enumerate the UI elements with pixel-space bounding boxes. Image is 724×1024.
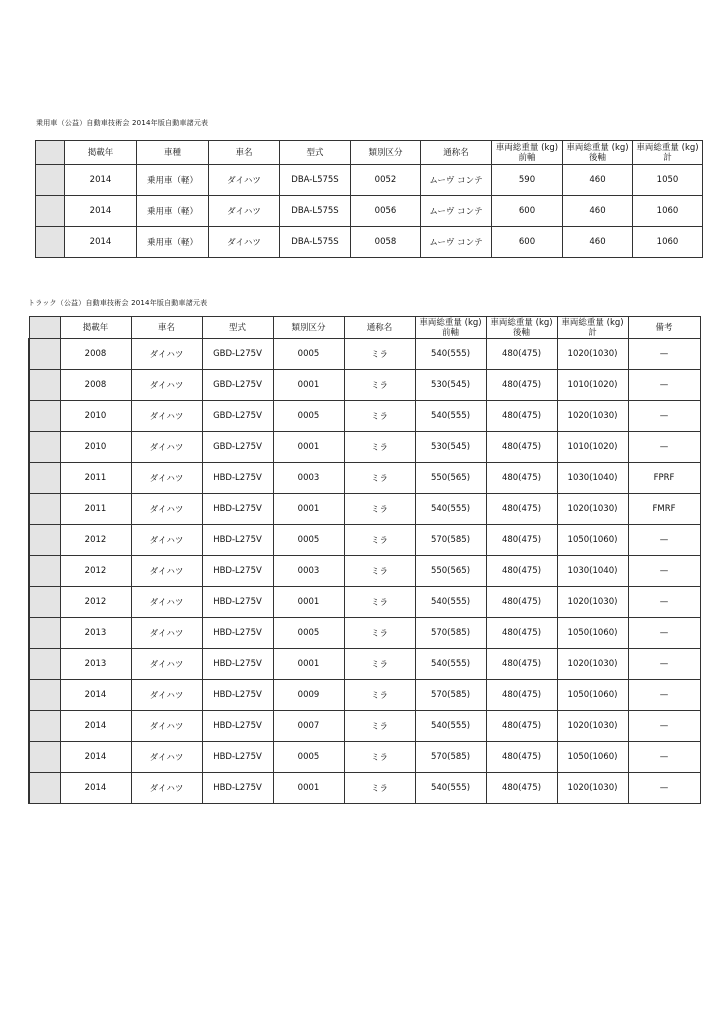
table-cell: GBD-L275V [202, 370, 273, 401]
row-marker [29, 525, 60, 556]
row-marker [29, 339, 60, 370]
table-cell: — [628, 587, 700, 618]
table-cell: 1030(1040) [557, 463, 628, 494]
table-cell: 480(475) [486, 742, 557, 773]
table-cell: 550(565) [415, 463, 486, 494]
table-cell: 480(475) [486, 401, 557, 432]
table-cell: 530(545) [415, 432, 486, 463]
table-cell: 460 [563, 196, 633, 227]
table-cell: 1010(1020) [557, 370, 628, 401]
row-marker [29, 773, 60, 804]
table-cell: ダイハツ [131, 370, 202, 401]
column-header: 車両総重量 (kg)前軸 [492, 141, 563, 165]
table-cell: 1050(1060) [557, 618, 628, 649]
table-cell: 1020(1030) [557, 339, 628, 370]
table-cell: ダイハツ [131, 401, 202, 432]
table-cell: ダイハツ [209, 165, 280, 196]
table-cell: 1020(1030) [557, 494, 628, 525]
column-header: 通称名 [421, 141, 492, 165]
table-cell: ダイハツ [131, 711, 202, 742]
table-cell: 530(545) [415, 370, 486, 401]
passenger-spec-table [35, 140, 703, 258]
row-marker [29, 649, 60, 680]
table-cell: DBA-L575S [280, 165, 351, 196]
table-cell: 460 [563, 165, 633, 196]
table-cell: 480(475) [486, 773, 557, 804]
table-cell: 480(475) [486, 711, 557, 742]
table-cell: ミラ [344, 556, 415, 587]
table-cell: 0007 [273, 711, 344, 742]
table-cell: 0005 [273, 525, 344, 556]
table-cell: 0005 [273, 618, 344, 649]
table-cell: 480(475) [486, 339, 557, 370]
row-marker [29, 680, 60, 711]
table-row [29, 494, 700, 525]
table-cell: ミラ [344, 432, 415, 463]
table-cell: — [628, 401, 700, 432]
table-cell: 590 [492, 165, 563, 196]
table-cell: ミラ [344, 525, 415, 556]
row-marker [29, 711, 60, 742]
table-cell: HBD-L275V [202, 649, 273, 680]
table-cell: 0001 [273, 773, 344, 804]
table-cell: HBD-L275V [202, 463, 273, 494]
table-cell: 2011 [60, 494, 131, 525]
table-cell: GBD-L275V [202, 432, 273, 463]
table-cell: ダイハツ [131, 618, 202, 649]
table-cell: FMRF [628, 494, 700, 525]
table-cell: ダイハツ [131, 494, 202, 525]
row-marker [36, 227, 65, 258]
table-row [36, 227, 703, 258]
table-cell: ダイハツ [131, 587, 202, 618]
table-cell: 540(555) [415, 494, 486, 525]
table-cell: — [628, 556, 700, 587]
table-cell: ダイハツ [131, 742, 202, 773]
row-marker-header [29, 317, 60, 339]
table-row [29, 773, 700, 804]
table-cell: 480(475) [486, 680, 557, 711]
table-cell: ミラ [344, 680, 415, 711]
table-cell: 乗用車（軽） [137, 227, 209, 258]
table-cell: 2008 [60, 370, 131, 401]
row-marker-header [36, 141, 65, 165]
table-cell: — [628, 432, 700, 463]
table-cell: 480(475) [486, 463, 557, 494]
column-header: 車両総重量 (kg)後軸 [486, 317, 557, 339]
table-cell: 1060 [633, 227, 703, 258]
table-row [29, 618, 700, 649]
table-cell: 2014 [60, 773, 131, 804]
row-marker [36, 165, 65, 196]
row-marker [29, 587, 60, 618]
table-row [29, 587, 700, 618]
table-cell: ミラ [344, 773, 415, 804]
table-cell: ミラ [344, 494, 415, 525]
row-marker [29, 618, 60, 649]
row-marker [29, 370, 60, 401]
table-cell: ダイハツ [131, 525, 202, 556]
table-cell: 0056 [351, 196, 421, 227]
row-marker [29, 463, 60, 494]
table-cell: ムーヴ コンテ [421, 165, 492, 196]
table-cell: 550(565) [415, 556, 486, 587]
table-cell: 0003 [273, 556, 344, 587]
table-cell: 2013 [60, 618, 131, 649]
table-cell: 0001 [273, 587, 344, 618]
table-cell: — [628, 680, 700, 711]
table-cell: 乗用車（軽） [137, 196, 209, 227]
table-cell: 480(475) [486, 556, 557, 587]
table-cell: HBD-L275V [202, 618, 273, 649]
table-cell: ミラ [344, 587, 415, 618]
table-cell: — [628, 742, 700, 773]
table-cell: ダイハツ [131, 556, 202, 587]
table-cell: HBD-L275V [202, 494, 273, 525]
table-cell: 480(475) [486, 618, 557, 649]
table-cell: 0003 [273, 463, 344, 494]
table-cell: — [628, 711, 700, 742]
table-cell: ダイハツ [131, 463, 202, 494]
table-cell: HBD-L275V [202, 525, 273, 556]
table-cell: DBA-L575S [280, 196, 351, 227]
table-cell: 1020(1030) [557, 587, 628, 618]
table-cell: 480(475) [486, 370, 557, 401]
table-cell: 480(475) [486, 432, 557, 463]
table-cell: 540(555) [415, 773, 486, 804]
table-row [29, 432, 700, 463]
table-cell: 480(475) [486, 494, 557, 525]
table-cell: ミラ [344, 618, 415, 649]
table-row [29, 463, 700, 494]
table-cell: 0009 [273, 680, 344, 711]
column-header: 車両総重量 (kg)前軸 [415, 317, 486, 339]
table-cell: 2012 [60, 556, 131, 587]
column-header: 通称名 [344, 317, 415, 339]
table-cell: 540(555) [415, 711, 486, 742]
table-cell: 480(475) [486, 525, 557, 556]
table-cell: 2008 [60, 339, 131, 370]
table-cell: 0005 [273, 401, 344, 432]
table-cell: ダイハツ [131, 339, 202, 370]
table-row [29, 742, 700, 773]
table-cell: GBD-L275V [202, 401, 273, 432]
table-cell: 540(555) [415, 587, 486, 618]
table-cell: ダイハツ [131, 649, 202, 680]
table-cell: — [628, 618, 700, 649]
table-row [36, 165, 703, 196]
table-cell: 1020(1030) [557, 401, 628, 432]
table-cell: 2014 [65, 227, 137, 258]
table-row [29, 525, 700, 556]
table-header-row [29, 317, 700, 339]
table-cell: 570(585) [415, 618, 486, 649]
table-cell: 0058 [351, 227, 421, 258]
column-header: 車名 [131, 317, 202, 339]
column-header: 車両総重量 (kg)計 [557, 317, 628, 339]
table-cell: ミラ [344, 649, 415, 680]
table-cell: 1030(1040) [557, 556, 628, 587]
table-cell: — [628, 525, 700, 556]
table-cell: 480(475) [486, 587, 557, 618]
table-cell: 1050(1060) [557, 742, 628, 773]
table-cell: ミラ [344, 401, 415, 432]
table-cell: 1050(1060) [557, 525, 628, 556]
table-cell: 1020(1030) [557, 711, 628, 742]
table-cell: ムーヴ コンテ [421, 227, 492, 258]
table-cell: — [628, 649, 700, 680]
row-marker [29, 401, 60, 432]
table-cell: 2014 [65, 196, 137, 227]
table-cell: 570(585) [415, 742, 486, 773]
table-cell: 2013 [60, 649, 131, 680]
table-cell: HBD-L275V [202, 587, 273, 618]
table-cell: — [628, 339, 700, 370]
table-cell: ミラ [344, 742, 415, 773]
table-cell: 540(555) [415, 649, 486, 680]
table-cell: 480(475) [486, 649, 557, 680]
table-row [36, 196, 703, 227]
table-cell: 2010 [60, 432, 131, 463]
table-cell: 2014 [60, 680, 131, 711]
table-cell: — [628, 773, 700, 804]
column-header: 掲載年 [60, 317, 131, 339]
column-header: 類別区分 [351, 141, 421, 165]
table-cell: FPRF [628, 463, 700, 494]
table-cell: 2014 [60, 711, 131, 742]
row-marker [29, 494, 60, 525]
column-header: 車両総重量 (kg)計 [633, 141, 703, 165]
column-header: 車両総重量 (kg)後軸 [563, 141, 633, 165]
column-header: 掲載年 [65, 141, 137, 165]
table-cell: 0001 [273, 370, 344, 401]
truck-table-caption: トラック（公益）自動車技術会 2014年版自動車諸元表 [28, 299, 208, 307]
table-cell: — [628, 370, 700, 401]
table-cell: ダイハツ [131, 680, 202, 711]
column-header: 型式 [280, 141, 351, 165]
table-cell: 1020(1030) [557, 649, 628, 680]
table-cell: 600 [492, 196, 563, 227]
truck-table-body [29, 339, 700, 804]
row-marker [36, 196, 65, 227]
table-cell: 570(585) [415, 525, 486, 556]
column-header: 型式 [202, 317, 273, 339]
truck-spec-table [28, 316, 701, 804]
table-cell: 乗用車（軽） [137, 165, 209, 196]
table-cell: 0001 [273, 494, 344, 525]
table-cell: 600 [492, 227, 563, 258]
table-cell: ミラ [344, 463, 415, 494]
table-cell: HBD-L275V [202, 711, 273, 742]
table-row [29, 339, 700, 370]
table-cell: 1050(1060) [557, 680, 628, 711]
table-cell: 2011 [60, 463, 131, 494]
column-header: 類別区分 [273, 317, 344, 339]
table-cell: 2012 [60, 525, 131, 556]
table-cell: 460 [563, 227, 633, 258]
table-cell: 1060 [633, 196, 703, 227]
table-row [29, 711, 700, 742]
table-row [29, 370, 700, 401]
table-cell: 0052 [351, 165, 421, 196]
table-cell: 0005 [273, 742, 344, 773]
table-cell: 1050 [633, 165, 703, 196]
table-header-row [36, 141, 703, 165]
table-cell: 2014 [60, 742, 131, 773]
table-cell: 0001 [273, 432, 344, 463]
table-cell: HBD-L275V [202, 556, 273, 587]
row-marker [29, 432, 60, 463]
table-cell: ミラ [344, 711, 415, 742]
table-cell: 2012 [60, 587, 131, 618]
table-cell: 0001 [273, 649, 344, 680]
table-cell: 2010 [60, 401, 131, 432]
table-cell: 570(585) [415, 680, 486, 711]
table-row [29, 401, 700, 432]
table-cell: GBD-L275V [202, 339, 273, 370]
table-cell: 1020(1030) [557, 773, 628, 804]
row-marker [29, 556, 60, 587]
table-cell: ダイハツ [131, 432, 202, 463]
table-cell: HBD-L275V [202, 742, 273, 773]
column-header: 備考 [628, 317, 700, 339]
table-cell: 540(555) [415, 401, 486, 432]
table-cell: ダイハツ [209, 196, 280, 227]
table-cell: 2014 [65, 165, 137, 196]
table-cell: HBD-L275V [202, 773, 273, 804]
row-marker [29, 742, 60, 773]
table-cell: DBA-L575S [280, 227, 351, 258]
table-cell: ダイハツ [209, 227, 280, 258]
table-cell: ダイハツ [131, 773, 202, 804]
table-cell: 1010(1020) [557, 432, 628, 463]
table-cell: 0005 [273, 339, 344, 370]
table-row [29, 556, 700, 587]
table-cell: ミラ [344, 370, 415, 401]
table-row [29, 649, 700, 680]
passenger-table-caption: 乗用車（公益）自動車技術会 2014年版自動車諸元表 [36, 119, 209, 127]
column-header: 車名 [209, 141, 280, 165]
table-row [29, 680, 700, 711]
column-header: 車種 [137, 141, 209, 165]
table-cell: ムーヴ コンテ [421, 196, 492, 227]
table-cell: HBD-L275V [202, 680, 273, 711]
table-cell: 540(555) [415, 339, 486, 370]
table-cell: ミラ [344, 339, 415, 370]
